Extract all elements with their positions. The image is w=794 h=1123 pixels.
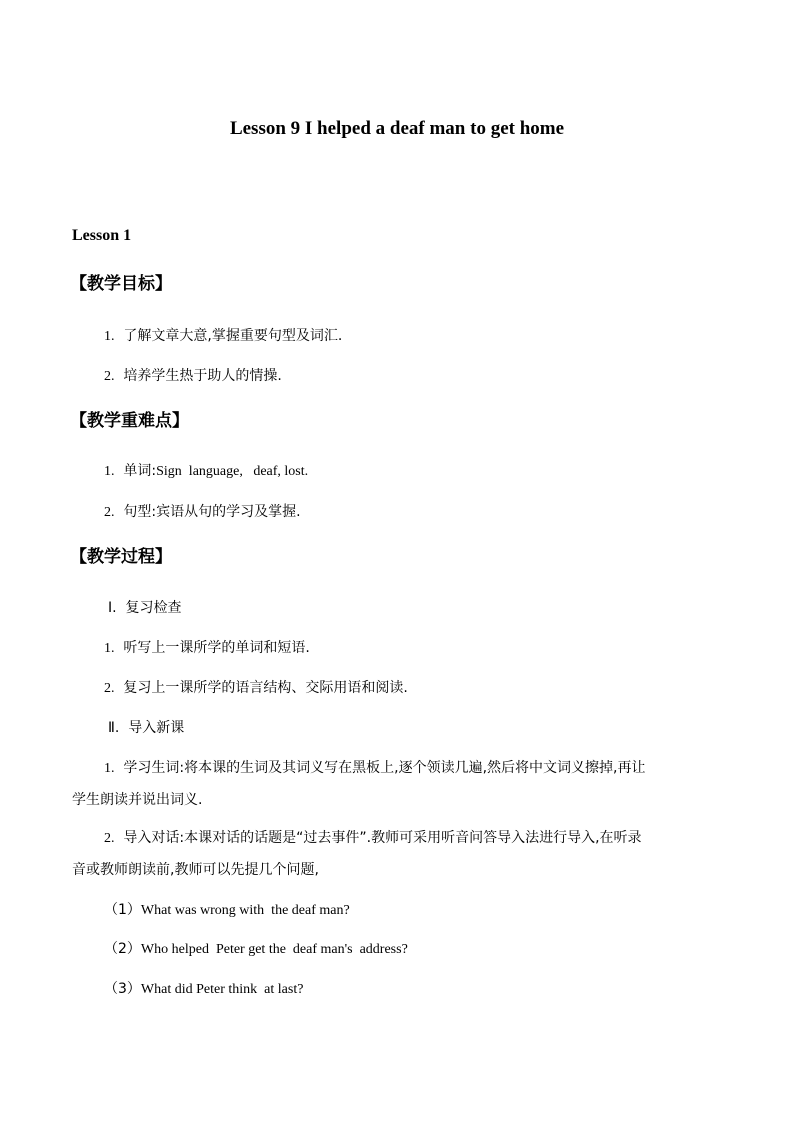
item-text: 句型:宾语从句的学习及掌握. [123,504,301,520]
paragraph-text: 导入对话:本课对话的话题是“过去事件”.教师可采用听音问答导入法进行导入,在听录 [123,830,642,846]
objective-item-2 [104,365,282,385]
part-title: 复习检查 [125,600,182,616]
key-point-item-1 [104,460,308,480]
item-number: 1. [104,761,115,776]
paragraph-1-line-2: 学生朗读并说出词义. [72,792,203,808]
item-number: 2. [104,505,115,520]
paragraph-text: 学习生词:将本课的生词及其词义写在黑板上,逐个领读几遍,然后将中文词义擦掉,再让 [123,760,646,776]
question-number: （3） [104,981,141,997]
item-text: 培养学生热于助人的情操. [123,368,282,384]
paragraph-2-line-2: 音或教师朗读前,教师可以先提几个问题, [72,862,319,878]
question-2 [104,938,408,958]
question-3 [104,978,303,998]
document-title: Lesson 9 I helped a deaf man to get home [229,118,565,139]
item-number: 1. [104,641,115,656]
item-number: 2. [104,831,115,846]
item-text-cn: 单词: [123,463,157,479]
item-text: 听写上一课所学的单词和短语. [123,640,310,656]
item-number: 1. [104,464,115,479]
item-text: 了解文章大意,掌握重要句型及词汇. [123,328,343,344]
key-point-item-2 [104,501,301,521]
heading-key-points: 【教学重难点】 [70,411,189,431]
lesson-label: Lesson 1 [72,227,132,244]
heading-objectives: 【教学目标】 [70,274,172,294]
question-text: What did Peter think at last? [140,982,304,997]
item-text-en: Sign language, deaf, lost. [156,464,309,479]
review-item-1 [104,637,310,657]
part-2-heading [108,717,184,737]
part-1-heading [108,597,182,617]
roman-numeral: Ⅰ. [108,600,117,616]
item-number: 2. [104,369,115,384]
question-1 [104,899,350,919]
question-number: （2） [104,941,141,957]
paragraph-1-line-1 [104,757,645,777]
question-text: Who helped Peter get the deaf man's address? [140,942,408,957]
question-text: What was wrong with the deaf man? [140,903,350,918]
review-item-2 [104,677,408,697]
item-number: 2. [104,681,115,696]
heading-process: 【教学过程】 [70,547,172,567]
paragraph-2-line-1 [104,827,642,847]
objective-item-1 [104,325,342,345]
question-number: （1） [104,902,141,918]
part-title: 导入新课 [128,720,185,736]
item-text: 复习上一课所学的语言结构、交际用语和阅读. [123,680,408,696]
item-number: 1. [104,329,115,344]
roman-numeral: Ⅱ. [108,720,120,736]
